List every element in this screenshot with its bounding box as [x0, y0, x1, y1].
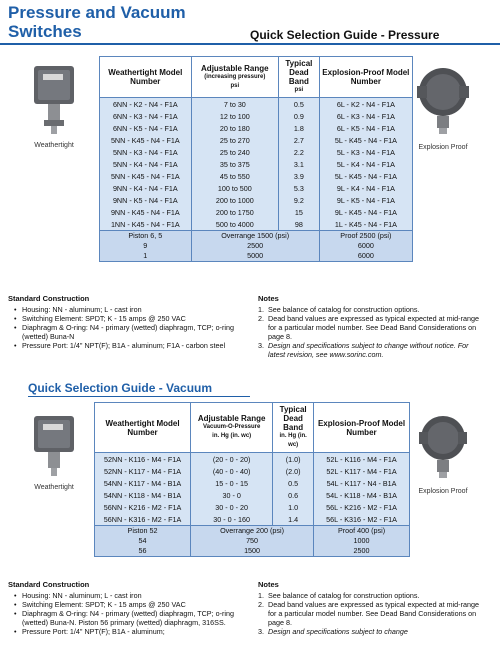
model-cell: 54NN - K117 - M4 - B1A — [95, 477, 191, 489]
note-item — [258, 341, 483, 359]
model-cell: 5NN - K45 - N4 - F1A — [100, 134, 192, 146]
range-cell: 100 to 500 — [191, 182, 278, 194]
vacuum-header-range: Adjustable Range Vacuum-O-Pressure in. Hg (in. wc) — [191, 403, 273, 453]
vacuum-notes-heading: Notes — [258, 580, 279, 589]
range-cell: 500 to 4000 — [191, 218, 278, 231]
range-cell: 30 - 0 — [191, 489, 273, 501]
model-cell: 56NN - K216 - M2 - F1A — [95, 501, 191, 513]
explosion-proof-cell: 56L - K316 - M2 - F1A — [314, 513, 410, 526]
title-rule — [0, 43, 500, 45]
proof-cell: 1000 — [314, 536, 410, 546]
explosion-proof-switch-icon — [412, 62, 474, 142]
dead-band-cell: 0.9 — [279, 110, 320, 122]
vacuum-right-caption: Explosion Proof — [418, 488, 468, 495]
vacuum-selection-table — [94, 402, 410, 557]
explosion-proof-cell: 52L - K117 - M4 - F1A — [314, 465, 410, 477]
range-cell: 25 to 240 — [191, 146, 278, 158]
note-item — [258, 627, 483, 636]
piston-cell: 9 — [100, 241, 192, 251]
vacuum-explosion-proof-photo — [413, 410, 473, 495]
table-row — [100, 122, 413, 134]
dead-band-cell: 1.0 — [273, 501, 314, 513]
model-cell: 9NN - K5 - N4 - F1A — [100, 194, 192, 206]
vacuum-table-body — [95, 453, 410, 557]
pressure-right-caption: Explosion Proof — [418, 144, 468, 151]
page-title-line1: Pressure and Vacuum — [8, 3, 186, 22]
explosion-proof-cell: 54L - K118 - M4 - B1A — [314, 489, 410, 501]
model-cell: 5NN - K4 - N4 - F1A — [100, 158, 192, 170]
model-cell: 56NN - K316 - M2 - F1A — [95, 513, 191, 526]
overrange-cell: 1500 — [191, 546, 314, 557]
note-number: 1. — [258, 591, 264, 600]
range-cell: 25 to 270 — [191, 134, 278, 146]
overrange-cell: 750 — [191, 536, 314, 546]
pressure-standard-list — [14, 305, 234, 350]
explosion-proof-cell: 5L - K45 - N4 - F1A — [319, 170, 412, 182]
piston-cell: 1 — [100, 251, 192, 262]
explosion-proof-switch-icon — [413, 410, 473, 486]
range-cell: 45 to 550 — [191, 170, 278, 182]
explosion-proof-cell: 56L - K216 - M2 - F1A — [314, 501, 410, 513]
pressure-table-body — [100, 98, 413, 262]
pressure-explosion-proof-photo — [412, 62, 474, 151]
table-row — [100, 146, 413, 158]
note-number: 3. — [258, 341, 264, 350]
table-row — [100, 218, 413, 231]
proof-cell: 2500 — [314, 546, 410, 557]
table-row — [100, 182, 413, 194]
dead-band-cell: (1.0) — [273, 453, 314, 466]
table-row — [100, 134, 413, 146]
table-row — [95, 477, 410, 489]
vacuum-left-caption: Weathertight — [34, 484, 74, 491]
note-item — [258, 591, 483, 600]
page-title — [8, 3, 268, 41]
explosion-proof-cell: 1L - K45 - N4 - F1A — [319, 218, 412, 231]
table-row — [95, 453, 410, 466]
explosion-proof-cell: 6L - K2 - N4 - F1A — [319, 98, 412, 111]
table-row — [100, 158, 413, 170]
model-cell: 9NN - K45 - N4 - F1A — [100, 206, 192, 218]
note-text: Design and specifications subject to change — [268, 627, 408, 636]
proof-cell: 6000 — [319, 241, 412, 251]
standard-construction-item: • Housing: NN - aluminum; L - cast iron — [14, 305, 234, 314]
explosion-proof-cell: 9L - K45 - N4 - F1A — [319, 206, 412, 218]
dead-band-cell: 3.9 — [279, 170, 320, 182]
dead-band-cell: 98 — [279, 218, 320, 231]
standard-construction-item: • Switching Element: SPDT; K - 15 amps @ 250 VAC — [14, 314, 234, 323]
model-cell: 9NN - K4 - N4 - F1A — [100, 182, 192, 194]
explosion-proof-cell: 5L - K45 - N4 - F1A — [319, 134, 412, 146]
pressure-section-title: Quick Selection Guide - Pressure — [250, 28, 440, 42]
table-row — [95, 465, 410, 477]
pressure-selection-table — [99, 56, 413, 262]
vacuum-notes-list — [258, 591, 483, 636]
table-row — [95, 489, 410, 501]
note-item — [258, 600, 483, 627]
overrange-cell: 5000 — [191, 251, 319, 262]
overrange-cell: Overrange 1500 (psi) — [191, 231, 319, 242]
explosion-proof-cell: 9L - K5 - N4 - F1A — [319, 194, 412, 206]
vacuum-standard-list — [14, 591, 254, 636]
overrange-cell: Overrange 200 (psi) — [191, 526, 314, 537]
vacuum-header-explosion: Explosion-Proof Model Number — [314, 403, 410, 453]
explosion-proof-cell: 9L - K4 - N4 - F1A — [319, 182, 412, 194]
proof-cell: Proof 2500 (psi) — [319, 231, 412, 242]
proof-cell: 6000 — [319, 251, 412, 262]
range-cell: 15 - 0 - 15 — [191, 477, 273, 489]
model-cell: 52NN - K116 - M4 - F1A — [95, 453, 191, 466]
dead-band-cell: 0.5 — [279, 98, 320, 111]
table-footer-row — [95, 536, 410, 546]
standard-construction-item: • Pressure Port: 1/4" NPT(F); B1A - aluminum; F1A - carbon steel — [14, 341, 234, 350]
explosion-proof-cell: 6L - K3 - N4 - F1A — [319, 110, 412, 122]
note-text: Dead band values are expressed as typical expected at mid-range for a particular model number. See Dead Band Considerations on page 8. — [268, 600, 479, 627]
model-cell: 1NN - K45 - N4 - F1A — [100, 218, 192, 231]
explosion-proof-cell: 5L - K4 - N4 - F1A — [319, 158, 412, 170]
explosion-proof-cell: 5L - K3 - N4 - F1A — [319, 146, 412, 158]
standard-construction-item: • Diaphragm & O-ring: N4 - primary (wetted) diaphragm, TCP; o-ring (wetted) Buna-N — [14, 323, 234, 341]
table-row — [100, 170, 413, 182]
dead-band-cell: 1.4 — [273, 513, 314, 526]
piston-cell: 56 — [95, 546, 191, 557]
model-cell: 54NN - K118 - M4 - B1A — [95, 489, 191, 501]
note-number: 2. — [258, 314, 264, 323]
proof-cell: Proof 400 (psi) — [314, 526, 410, 537]
dead-band-cell: 5.3 — [279, 182, 320, 194]
pressure-left-caption: Weathertight — [34, 142, 74, 149]
table-row — [95, 501, 410, 513]
vacuum-section-title: Quick Selection Guide - Vacuum — [28, 381, 213, 395]
table-row — [100, 194, 413, 206]
weathertight-switch-icon — [28, 62, 80, 140]
range-cell: 12 to 100 — [191, 110, 278, 122]
overrange-cell: 2500 — [191, 241, 319, 251]
range-cell: 30 - 0 - 20 — [191, 501, 273, 513]
table-row — [100, 206, 413, 218]
range-cell: 35 to 375 — [191, 158, 278, 170]
note-text: See balance of catalog for construction options. — [268, 305, 420, 314]
piston-cell: Piston 52 — [95, 526, 191, 537]
range-cell: (40 - 0 - 40) — [191, 465, 273, 477]
note-item — [258, 314, 483, 341]
dead-band-cell: 9.2 — [279, 194, 320, 206]
note-number: 3. — [258, 627, 264, 636]
pressure-weathertight-photo — [28, 62, 80, 149]
pressure-header-model: Weathertight Model Number — [100, 57, 192, 98]
table-footer-row — [100, 231, 413, 242]
dead-band-cell: 15 — [279, 206, 320, 218]
note-number: 1. — [258, 305, 264, 314]
model-cell: 6NN - K5 - N4 - F1A — [100, 122, 192, 134]
explosion-proof-cell: 52L - K116 - M4 - F1A — [314, 453, 410, 466]
vacuum-section-rule — [28, 396, 250, 397]
range-cell: (20 - 0 - 20) — [191, 453, 273, 466]
dead-band-cell: 2.7 — [279, 134, 320, 146]
table-row — [95, 513, 410, 526]
pressure-notes-list — [258, 305, 483, 359]
pressure-header-dead-band: Typical Dead Band psi — [279, 57, 320, 98]
range-cell: 200 to 1750 — [191, 206, 278, 218]
model-cell: 5NN - K3 - N4 - F1A — [100, 146, 192, 158]
range-cell: 30 - 0 - 160 — [191, 513, 273, 526]
pressure-standard-heading: Standard Construction — [8, 294, 90, 303]
model-cell: 52NN - K117 - M4 - F1A — [95, 465, 191, 477]
standard-construction-item: • Housing: NN - aluminum; L - cast iron — [14, 591, 254, 600]
standard-construction-item: • Switching Element: SPDT; K - 15 amps @ 250 VAC — [14, 600, 254, 609]
table-footer-row — [95, 546, 410, 557]
table-row — [100, 110, 413, 122]
explosion-proof-cell: 6L - K5 - N4 - F1A — [319, 122, 412, 134]
table-footer-row — [100, 241, 413, 251]
weathertight-switch-icon — [28, 412, 80, 482]
vacuum-header-dead-band: Typical Dead Band in. Hg (in. wc) — [273, 403, 314, 453]
table-row — [100, 98, 413, 111]
note-text: See balance of catalog for construction options. — [268, 591, 420, 600]
dead-band-cell: 0.5 — [273, 477, 314, 489]
range-cell: 200 to 1000 — [191, 194, 278, 206]
table-footer-row — [95, 526, 410, 537]
piston-cell: 54 — [95, 536, 191, 546]
model-cell: 5NN - K45 - N4 - F1A — [100, 170, 192, 182]
note-number: 2. — [258, 600, 264, 609]
standard-construction-item: • Diaphragm & O-ring: N4 - primary (wetted) diaphragm, TCP; o-ring (wetted) Buna-N. Piston 56 primary (wetted) diaphragm, 316SS. — [14, 609, 254, 627]
dead-band-cell: (2.0) — [273, 465, 314, 477]
pressure-header-explosion: Explosion-Proof Model Number — [319, 57, 412, 98]
vacuum-header-model: Weathertight Model Number — [95, 403, 191, 453]
vacuum-standard-heading: Standard Construction — [8, 580, 90, 589]
note-item — [258, 305, 483, 314]
pressure-notes-heading: Notes — [258, 294, 279, 303]
model-cell: 6NN - K2 - N4 - F1A — [100, 98, 192, 111]
pressure-header-range: Adjustable Range (increasing pressure) psi — [191, 57, 278, 98]
standard-construction-item: • Pressure Port: 1/4" NPT(F); B1A - aluminum; — [14, 627, 254, 636]
range-cell: 7 to 30 — [191, 98, 278, 111]
note-text: Design and specifications subject to change without notice. For latest revision, see www.sorinc.com. — [268, 341, 469, 359]
piston-cell: Piston 6, 5 — [100, 231, 192, 242]
dead-band-cell: 0.6 — [273, 489, 314, 501]
model-cell: 6NN - K3 - N4 - F1A — [100, 110, 192, 122]
dead-band-cell: 1.8 — [279, 122, 320, 134]
table-footer-row — [100, 251, 413, 262]
dead-band-cell: 2.2 — [279, 146, 320, 158]
range-cell: 20 to 180 — [191, 122, 278, 134]
vacuum-weathertight-photo — [28, 412, 80, 491]
explosion-proof-cell: 54L - K117 - N4 - B1A — [314, 477, 410, 489]
note-text: Dead band values are expressed as typical expected at mid-range for a particular model number. See Dead Band Considerations on page 8. — [268, 314, 479, 341]
page-title-line2: Switches — [8, 22, 82, 41]
dead-band-cell: 3.1 — [279, 158, 320, 170]
